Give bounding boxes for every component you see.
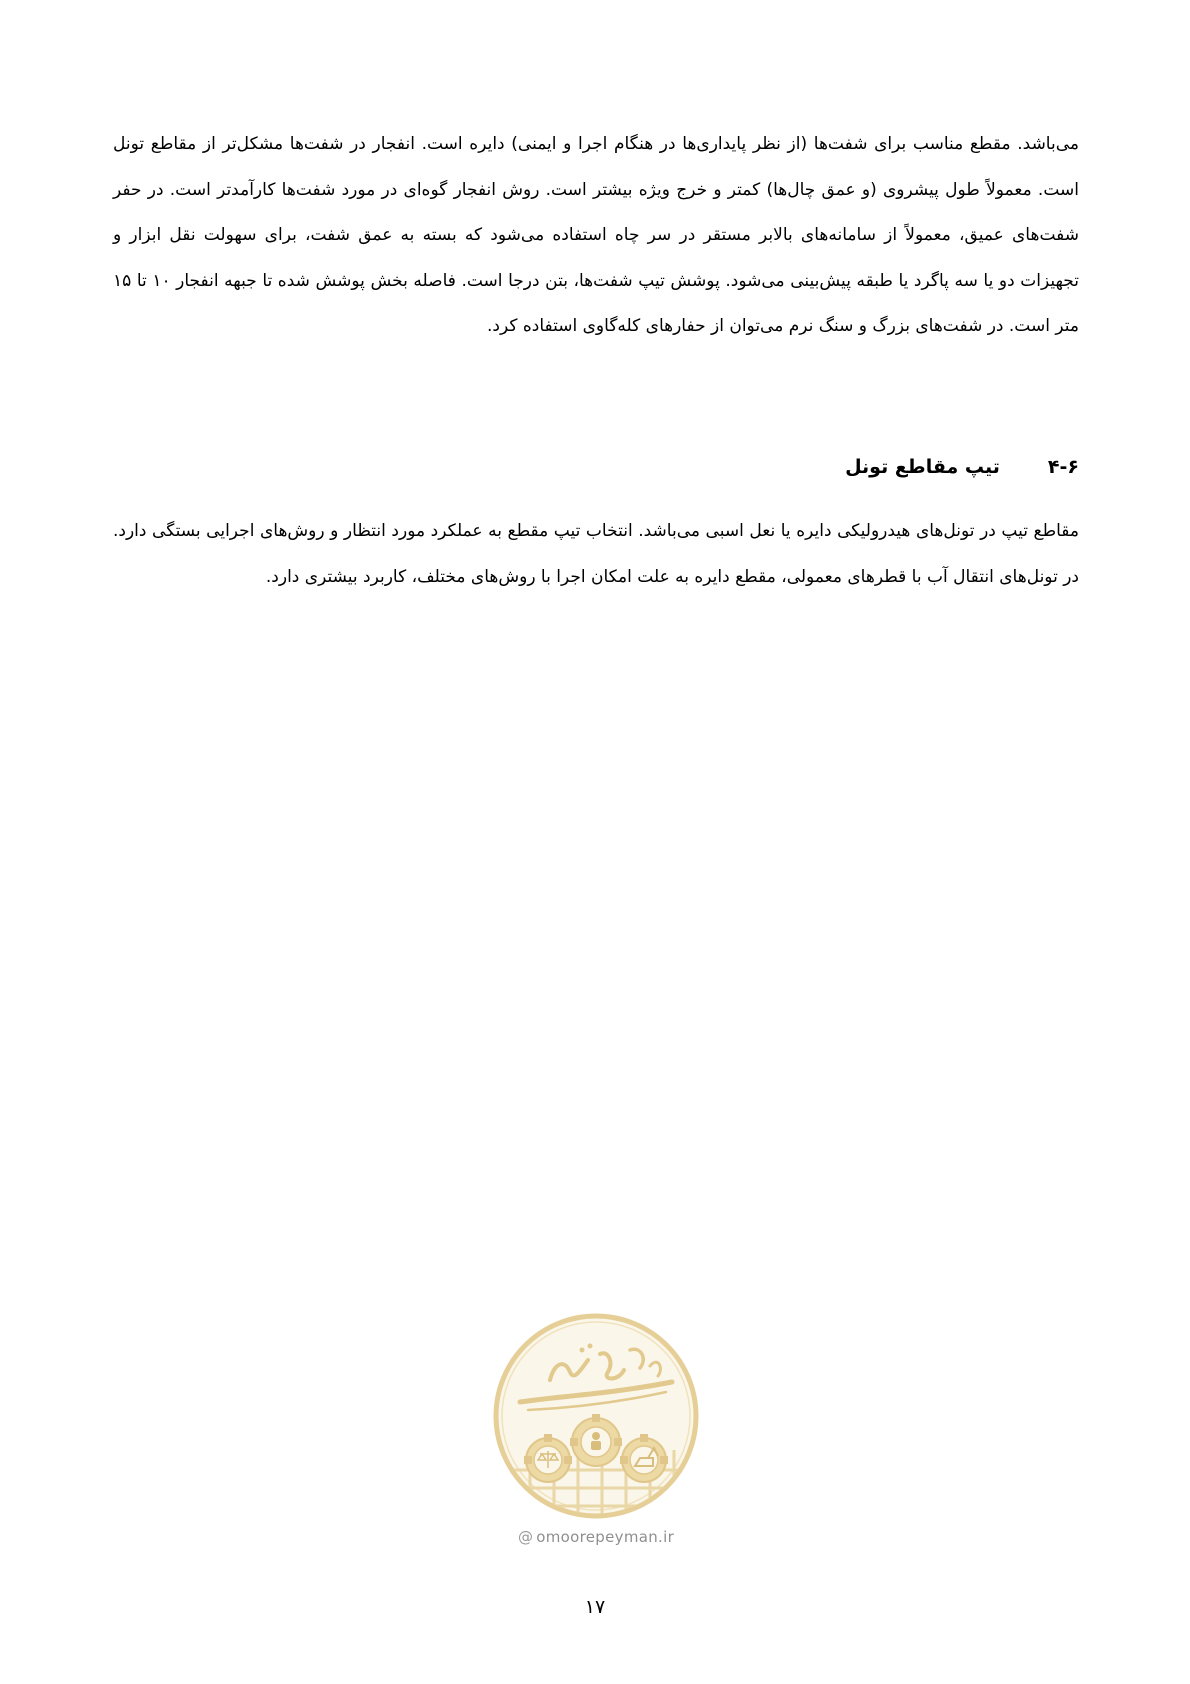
section-number: ۴-۶ <box>1047 456 1079 478</box>
logo-emblem-icon <box>490 1310 702 1522</box>
watermark-logo <box>490 1310 702 1522</box>
logo-caption-text: omoorepeyman.ir <box>536 1528 675 1546</box>
page-number: ۱۷ <box>584 1596 606 1618</box>
logo-caption <box>470 1528 722 1546</box>
paragraph-shafts: می‌باشد. مقطع مناسب برای شفت‌ها (از نظر پایداری‌ها در هنگام اجرا و ایمنی) دایره است. انفجار در شفت‌ها مشکل‌تر از مقاطع تونل است. معمولاً طول پیشروی (و عمق چال‌ها) کمتر و خرج ویژه بیشتر است. روش انفجار گوه‌ای در مورد شفت‌ها کارآمدتر است. در حفر شفت‌های عمیق، معمولاً از سامانه‌های بالابر مستقر در سر چاه استفاده می‌شود که بسته به عمق شفت، برای سهولت نقل ابزار و تجهیزات دو یا سه پاگرد یا طبقه پیش‌بینی می‌شود. پوشش تیپ شفت‌ها، بتن درجا است. فاصله بخش پوشش شده تا جبهه انفجار ۱۰ تا ۱۵ متر است. در شفت‌های بزرگ و سنگ نرم می‌توان از حفارهای کله‌گاوی استفاده کرد. <box>113 134 1079 336</box>
section-title: تیپ مقاطع تونل <box>845 456 1000 478</box>
paragraph-tunnel-sections: مقاطع تیپ در تونل‌های هیدرولیکی دایره یا نعل اسبی می‌باشد. انتخاب تیپ مقطع به عملکرد مورد انتظار و روش‌های اجرایی بستگی دارد. در تونل‌های انتقال آب با قطرهای معمولی، مقطع دایره به علت امکان اجرا با روش‌های مختلف، کاربرد بیشتری دارد. <box>113 521 1079 587</box>
at-sign-icon: @ <box>517 1528 534 1546</box>
section-heading <box>113 452 1079 482</box>
